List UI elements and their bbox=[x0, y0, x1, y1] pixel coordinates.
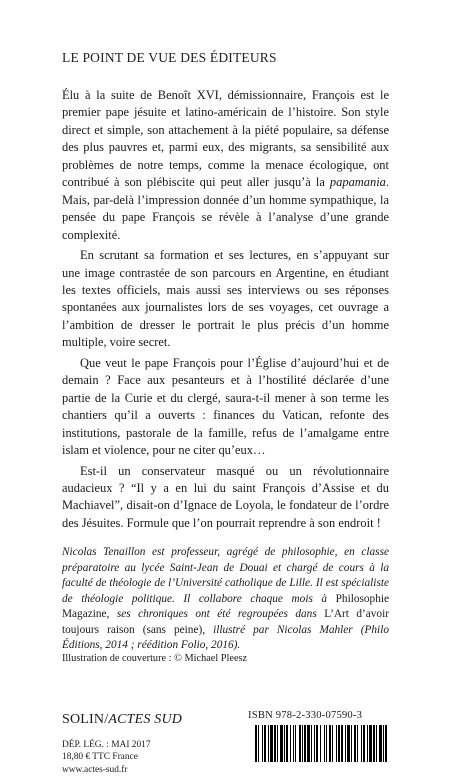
isbn: ISBN 978-2-330-07590-3 bbox=[248, 710, 363, 721]
barcode-bar bbox=[270, 725, 273, 762]
bio-text-1: Nicolas Tenaillon est professeur, agrégé de philosophie, en classe préparatoire au lycée Saint-Jean de Douai et chargé de cours à la faculté de théologie de l’Université catholique de Lille. Il est spécialiste de théologie politique. Il collabore chaque mois à bbox=[62, 546, 389, 605]
barcode-bar bbox=[258, 725, 259, 762]
barcode-bar bbox=[304, 725, 306, 762]
legal-deposit: DÉP. LÉG. : MAI 2017 bbox=[62, 740, 151, 750]
barcode-bar bbox=[262, 725, 263, 762]
barcode-bar bbox=[307, 725, 310, 762]
barcode-bar bbox=[264, 725, 266, 762]
bio-book: L’Art d’avoir toujours raison (sans peine) bbox=[62, 608, 389, 636]
blurb-paragraph-2: En scrutant sa formation et ses lectures, en s’appuyant sur une image contrastée de son parcours en Argentine, en étudiant les textes officiels, mais aussi ses interviews ou ses réponses spontanées aux journalistes lors de ses voyages, cet ouvrage a l’ambition de dresser le portrait le plus précis d’un homme multiple, voire secret. bbox=[62, 248, 389, 350]
barcode-bar bbox=[351, 725, 352, 762]
barcode-bar bbox=[316, 725, 318, 762]
barcode-bar bbox=[302, 725, 303, 762]
barcode-bar bbox=[373, 725, 375, 762]
barcode bbox=[247, 725, 393, 762]
barcode-bar bbox=[326, 725, 327, 762]
publisher-name: SOLIN/ bbox=[62, 712, 109, 727]
barcode-bar bbox=[347, 725, 350, 762]
barcode-bar bbox=[379, 725, 382, 762]
barcode-bar bbox=[293, 725, 294, 762]
bio-text-3: , illustré par Nicolas Mahler (Philo Éditions, 2014 ; réédition Folio, 2016). bbox=[62, 623, 389, 651]
barcode-bar bbox=[345, 725, 346, 762]
barcode-bar bbox=[280, 725, 283, 762]
barcode-bar bbox=[332, 725, 333, 762]
barcode-bar bbox=[361, 725, 362, 762]
barcode-bar bbox=[363, 725, 365, 762]
barcode-bar bbox=[338, 725, 340, 762]
barcode-bar bbox=[290, 725, 291, 762]
barcode-bar bbox=[324, 725, 325, 762]
barcode-bar bbox=[354, 725, 356, 762]
barcode-bar bbox=[336, 725, 337, 762]
blurb-paragraph-3: Que veut le pape François pour l’Église d’aujourd’hui et de demain ? Face aux pesanteurs et à l’hostilité déclarée d’une partie de la Curie et du clergé, saura-t-il mener à son terme les chantiers qu’il a ouverts : finances du Vatican, refonte des institutions, pastorale de la famille, refus de l’amalgame entre islam et violence, pour ne citer qu’eux… bbox=[62, 355, 389, 458]
publisher-imprint: ACTES SUD bbox=[108, 712, 183, 727]
barcode-bar bbox=[383, 725, 384, 762]
barcode-bar bbox=[341, 725, 343, 762]
barcode-bar bbox=[295, 725, 296, 762]
bio-magazine: Philosophie Magazine bbox=[62, 592, 389, 620]
barcode-bar bbox=[277, 725, 278, 762]
barcode-bar bbox=[299, 725, 301, 762]
blurb-paragraph-4: Est-il un conservateur masqué ou un révolutionnaire audacieux ? “Il y a en lui du saint François d’Assise et du Machiavel”, disait-on d’Ignace de Loyola, le fondateur de l’ordre des Jésuites. Formule que l’on pourrait reprendre à son endroit ! bbox=[62, 463, 389, 530]
website: www.actes-sud.fr bbox=[62, 764, 128, 775]
barcode-bar bbox=[268, 725, 269, 762]
papamania-term: papamania bbox=[329, 175, 386, 190]
barcode-graphic bbox=[247, 725, 393, 762]
page-title: LE POINT DE VUE DES ÉDITEURS bbox=[62, 50, 277, 65]
barcode-bar bbox=[357, 725, 358, 762]
author-bio bbox=[62, 545, 389, 654]
blurb bbox=[62, 87, 389, 535]
publisher-logo bbox=[62, 712, 182, 728]
barcode-bar bbox=[255, 725, 257, 762]
barcode-bar bbox=[320, 725, 321, 762]
barcode-bar bbox=[329, 725, 331, 762]
blurb-paragraph-1: Élu à la suite de Benoît XVI, démissionnaire, François est le premier pape jésuite et latino-américain de l’histoire. Son style direct et simple, son attachement à la piété populaire, sa défense des plus pauvres et, parmi eux, des migrants, sa sensibilité aux problèmes de notre temps, comme la menace écologique, ont contribué à son plébiscite qui peut aller jusqu’à la papamania. Mais, par-delà l’impression donnée d’un homme sympathique, la pensée du pape François se révèle à l’analyse d’une grande complexité. bbox=[62, 88, 389, 242]
legal-info bbox=[62, 739, 151, 776]
barcode-bar bbox=[274, 725, 276, 762]
barcode-bar bbox=[367, 725, 368, 762]
barcode-bar bbox=[286, 725, 288, 762]
barcode-bar bbox=[376, 725, 377, 762]
barcode-bar bbox=[314, 725, 315, 762]
barcode-bar bbox=[311, 725, 312, 762]
bio-text-2: , ses chroniques ont été regroupées dans bbox=[106, 608, 325, 620]
barcode-bar bbox=[385, 725, 387, 762]
price: 18,80 € TTC France bbox=[62, 752, 138, 763]
barcode-bar bbox=[369, 725, 372, 762]
cover-credit: Illustration de couverture : © Michael Pleesz bbox=[62, 653, 248, 664]
barcode-bar bbox=[284, 725, 285, 762]
